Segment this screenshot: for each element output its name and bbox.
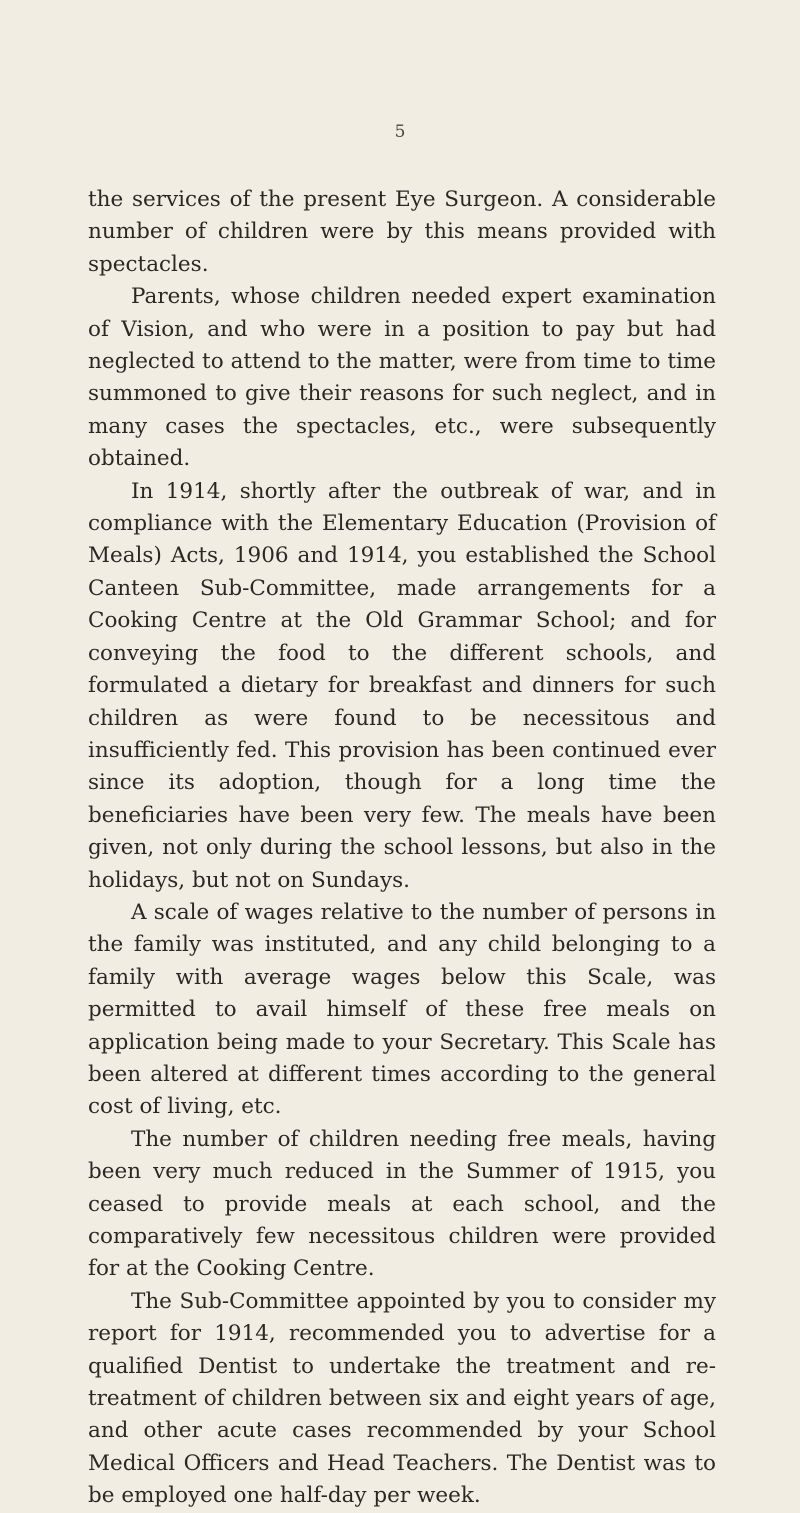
paragraph-4: A scale of wages relative to the number of persons in the family was instituted, and any child belonging to a family with average wages below this Scale, was permitted to avail himself of these free meals on application being made to your Secretary. This Scale has been altered at different times according to the general cost of living, etc. — [88, 899, 716, 1120]
paragraph-5: The number of children needing free meals, having been very much reduced in the Summer of 1915, you ceased to provide meals at each school, and the comparatively few necessitous children were provided for at the Cooking Centre. — [88, 1126, 716, 1282]
page-number: 5 — [394, 122, 406, 142]
paragraph-3: In 1914, shortly after the outbreak of war, and in compliance with the Elementary Education (Provision of Meals) Acts, 1906 and 1914, you established the School Canteen Sub-Committee, made arrangements for a Cooking Centre at the Old Grammar School; and for conveying the food to the different schools, and formulated a dietary for breakfast and dinners for such children as were found to be necessitous and insufficiently fed. This provision has been continued ever since its adoption, though for a long time the beneficiaries have been very few. The meals have been given, not only during the school lessons, but also in the holidays, but not on Sundays. — [88, 478, 716, 893]
paragraph-2: Parents, whose children needed expert examination of Vision, and who were in a position to pay but had neglected to attend to the matter, were from time to time summoned to give their reasons for such neglect, and in many cases the spectacles, etc., were subsequently obtained. — [88, 284, 716, 472]
body-text — [88, 184, 716, 1513]
paragraph-6: The Sub-Committee appointed by you to consider my report for 1914, recommended you to advertise for a qualified Dentist to undertake the treatment and re-treatment of children between six and eight years of age, and other acute cases recommended by your School Medical Officers and Head Teachers. The Dentist was to be employed one half-day per week. — [88, 1288, 716, 1509]
paragraph-1: the services of the present Eye Surgeon. A considerable number of children were by this means provided with spectacles. — [88, 187, 716, 277]
